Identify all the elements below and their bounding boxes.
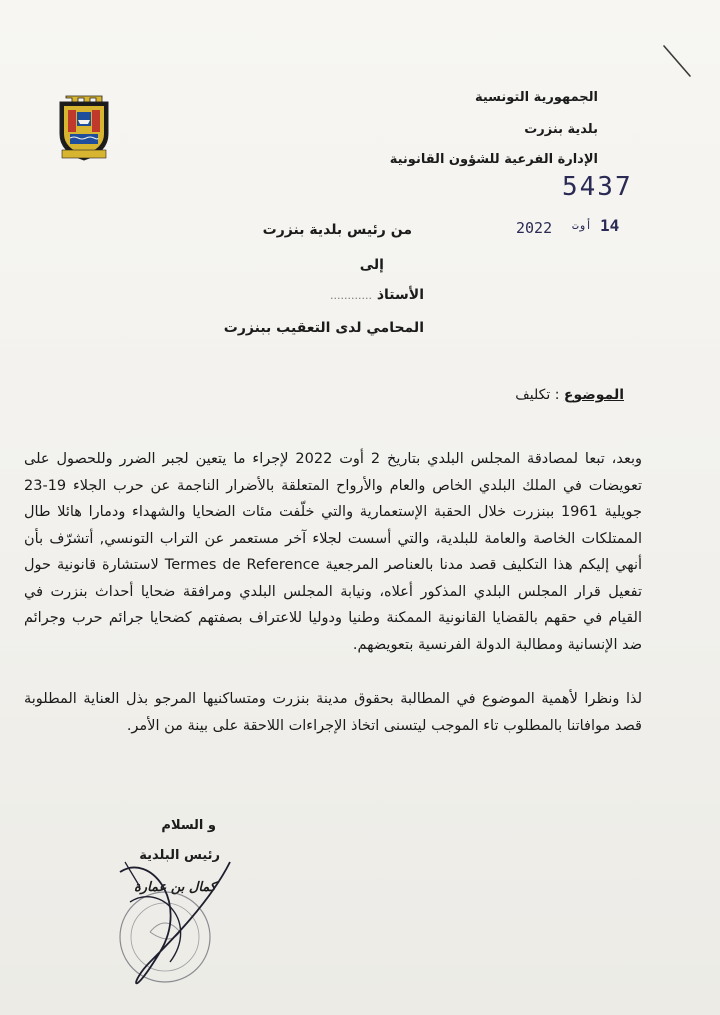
date-month: أوت (572, 219, 592, 232)
subject-value: : تكليف (515, 387, 560, 403)
subject-label: الموضوع (563, 387, 624, 403)
from-line: من رئيس بلدية بنزرت (262, 222, 412, 238)
header-municipality: بلدية بنزرت (524, 122, 598, 137)
to-label: إلى (359, 257, 384, 273)
body-paragraph-1: وبعد، تبعا لمصادقة المجلس البلدي بتاريخ 2 أوت 2022 لإجراء ما يتعين لجبر الضرر وللحصول على تعويضات في الملك البلدي الخاص والعام والأرواح المتعلقة بالأضرار الناجمة عن حرب الجلاء 19-23 جويلية 1961 ببنزرت خلال الحقبة الإستعمارية والتي خلّفت مئات الضحايا والشهداء ودمارا هائلا طال الممتلكات الخاصة والعامة للبلدية، والتي أسست لجلاء آخر مستعمر عن التراب التونسي, أتشرّف بأن أنهي إليكم هذا التكليف قصد مدنا بالعناصر المرجعية Termes de Reference لاستشارة قانونية حول تفعيل قرار المجلس البلدي المذكور أعلاه، ونيابة المجلس البلدي ومرافقة ضحايا أحداث بنزرت في القيام في حقهم بالقضايا القانونية الممكنة وطنيا ودوليا للاعتراف بصفتهم كضحايا جرائم حرب وجرائم ضد الإنسانية ومطالبة الدولة الفرنسية بتعويضهم. (24, 451, 643, 653)
recipient-prefix: الأستاذ (376, 287, 424, 303)
recipient-name: ............ (330, 289, 372, 302)
body-paragraph-2: لذا ونظرا لأهمية الموضوع في المطالبة بحقوق مدينة بنزرت ومتساكنيها المرجو بذل العناية المطلوبة قصد موافاتنا بالمطلوب تاء الموجب ليتسنى اتخاذ الإجراءات اللاحقة على بينة من الأمر. (24, 691, 642, 734)
recipient-line (330, 287, 424, 303)
header-republic: الجمهورية التونسية (474, 90, 598, 105)
header-department: الإدارة الفرعية للشؤون القانونية (389, 152, 598, 167)
recipient-role: المحامي لدى التعقيب ببنزرت (223, 320, 424, 336)
signatory-title: رئيس البلدية (139, 848, 220, 863)
signatory-name: كمال بن عمارة (134, 880, 216, 895)
date-day: 14 (600, 216, 620, 235)
pen-stroke-mark (660, 42, 700, 82)
reference-number: 5437 (562, 172, 633, 202)
bizerte-crest-logo (56, 90, 112, 162)
closing-salutation: و السلام (161, 818, 216, 833)
date-line (516, 216, 636, 238)
date-year: 2022 (516, 219, 553, 237)
official-stamp-signature (100, 842, 250, 992)
subject-line (515, 387, 624, 403)
